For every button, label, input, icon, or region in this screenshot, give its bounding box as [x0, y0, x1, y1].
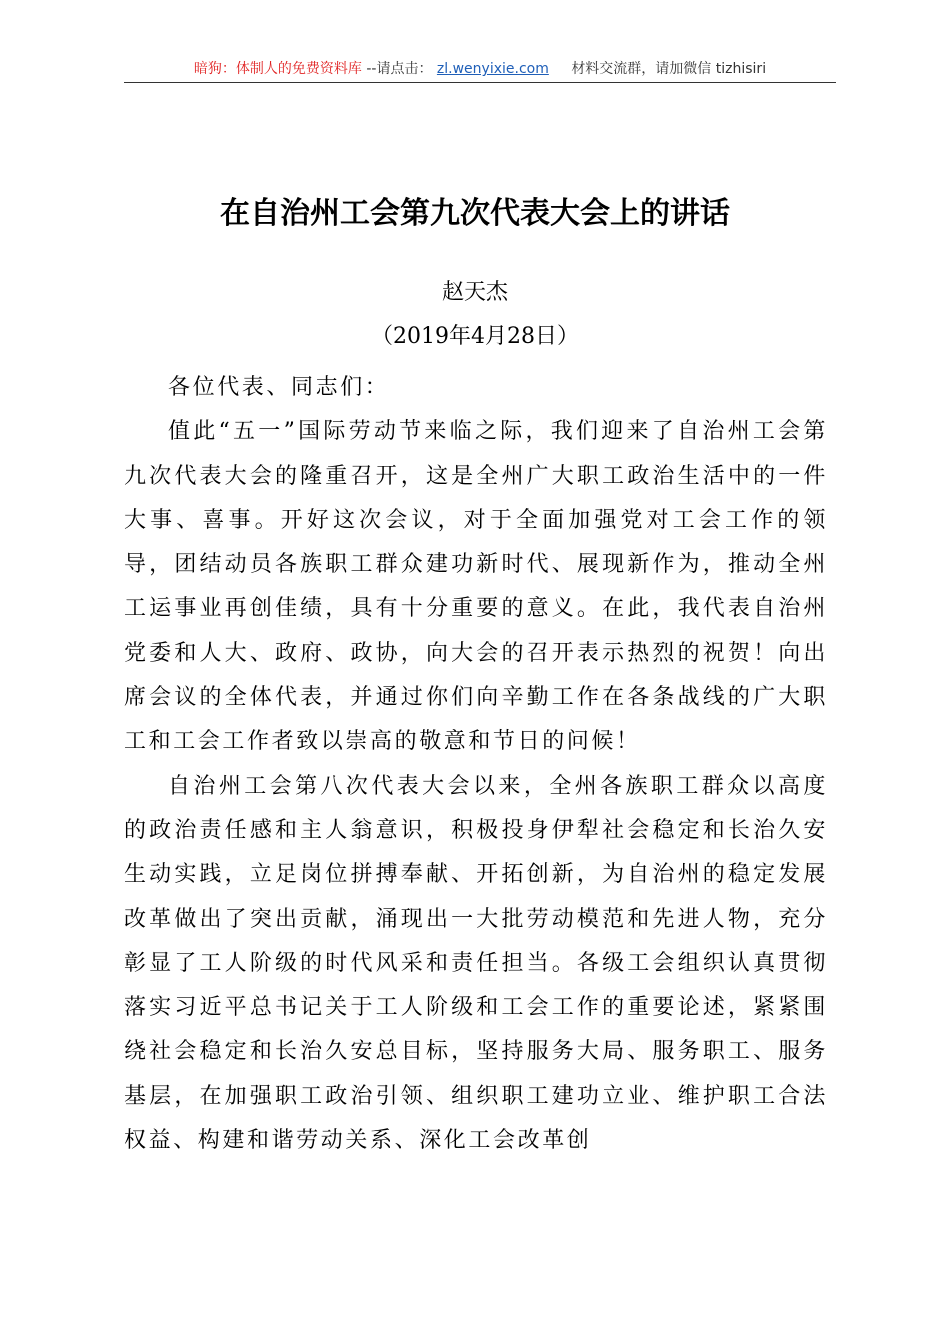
- header-wechat-note: 材料交流群，请加微信 tizhisiri: [571, 61, 767, 77]
- page-header: [124, 58, 836, 83]
- document-date: （2019年4月28日）: [371, 324, 579, 349]
- header-link-prefix: --请点击：: [366, 61, 433, 77]
- body-paragraph: 自治州工会第八次代表大会以来，全州各族职工群众以高度的政治责任感和主人翁意识，积极投身伊犁社会稳定和长治久安生动实践，立足岗位拼搏奉献、开拓创新，为自治州的稳定发展改革做出了突出贡献，涌现出一大批劳动模范和先进人物，充分彰显了工人阶级的时代风采和责任担当。各级工会组织认真贯彻落实习近平总书记关于工人阶级和工会工作的重要论述，紧紧围绕社会稳定和长治久安总目标，坚持服务大局、服务职工、服务基层，在加强职工政治引领、组织职工建功立业、维护职工合法权益、构建和谐劳动关系、深化工会改革创: [124, 773, 828, 1154]
- body-paragraph: 值此“五一”国际劳动节来临之际，我们迎来了自治州工会第九次代表大会的隆重召开，这是全州广大职工政治生活中的一件大事、喜事。开好这次会议，对于全面加强党对工会工作的领导，团结动员各族职工群众建功新时代、展现新作为，推动全州工运事业再创佳绩，具有十分重要的意义。在此，我代表自治州党委和人大、政府、政协，向大会的召开表示热烈的祝贺！向出席会议的全体代表，并通过你们向辛勤工作在各条战线的广大职工和工会工作者致以崇高的敬意和节日的问候！: [124, 419, 828, 755]
- document-author: 赵天杰: [441, 280, 508, 305]
- document-body: [124, 366, 828, 1163]
- header-link[interactable]: zl.wenyixie.com: [436, 61, 549, 77]
- salutation-paragraph: 各位代表、同志们：: [168, 375, 390, 400]
- header-brand: 暗狗：体制人的免费资料库: [193, 61, 362, 77]
- document-title: 在自治州工会第九次代表大会上的讲话: [220, 196, 730, 231]
